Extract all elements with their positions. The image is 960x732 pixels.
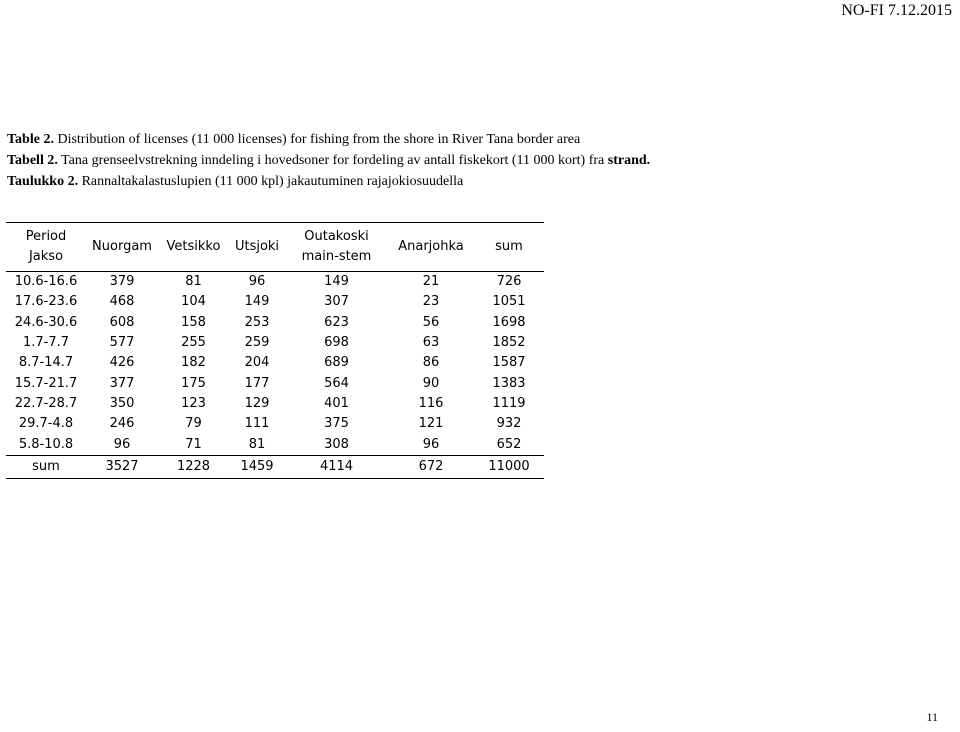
table-row — [6, 333, 544, 353]
value-cell: 158 — [181, 314, 206, 330]
table-captions — [7, 129, 650, 192]
value-cell: 623 — [324, 314, 349, 330]
value-cell: 129 — [244, 395, 270, 411]
caption-label: Table 2. — [7, 132, 54, 147]
value-cell: 255 — [181, 335, 206, 351]
value-cell: 698 — [324, 335, 349, 351]
value-cell: 111 — [244, 416, 270, 432]
table-row — [6, 272, 544, 293]
value-cell: 21 — [422, 274, 440, 290]
value-cell: 56 — [422, 314, 440, 330]
value-cell: 1051 — [492, 294, 526, 310]
value-cell: 90 — [422, 375, 440, 391]
period-cell: 29.7-4.8 — [18, 416, 74, 432]
table-header-row — [6, 223, 544, 272]
value-cell: 175 — [181, 375, 206, 391]
value-cell: 116 — [418, 395, 444, 411]
header-vetsikko: Vetsikko — [158, 223, 229, 272]
caption-fi — [7, 171, 650, 192]
header-anarjohka: Anarjohka — [388, 223, 474, 272]
sum-label-cell: sum — [6, 455, 86, 478]
value-cell: 1587 — [492, 355, 526, 371]
value-cell: 23 — [422, 294, 440, 310]
value-cell: 149 — [244, 294, 270, 310]
period-cell: 8.7-14.7 — [18, 355, 74, 371]
value-cell: 350 — [109, 395, 135, 411]
header-sum: sum — [474, 223, 544, 272]
value-cell: 1459 — [229, 455, 285, 478]
value-cell: 259 — [244, 335, 270, 351]
value-cell: 121 — [418, 416, 444, 432]
value-cell: 379 — [109, 274, 135, 290]
caption-tail: strand. — [607, 153, 651, 168]
value-cell: 253 — [244, 314, 270, 330]
table-row — [6, 313, 544, 333]
period-cell: 5.8-10.8 — [18, 436, 74, 452]
value-cell: 81 — [248, 436, 266, 452]
document-code: NO-FI 7.12.2015 — [841, 2, 952, 19]
period-cell: 10.6-16.6 — [14, 274, 78, 290]
value-cell: 81 — [185, 274, 202, 290]
table-row — [6, 394, 544, 414]
licenses-table — [6, 222, 544, 479]
period-cell: 15.7-21.7 — [14, 375, 78, 391]
value-cell: 246 — [109, 416, 135, 432]
caption-text: Distribution of licenses (11 000 licenses) for fishing from the shore in River Tana border area — [53, 132, 581, 147]
value-cell: 1119 — [492, 395, 526, 411]
value-cell: 11000 — [474, 455, 544, 478]
value-cell: 96 — [248, 274, 266, 290]
caption-en — [7, 129, 650, 150]
value-cell: 577 — [109, 335, 135, 351]
value-cell: 726 — [496, 274, 522, 290]
value-cell: 104 — [181, 294, 206, 310]
value-cell: 1228 — [158, 455, 229, 478]
caption-text: Rannaltakalastuslupien (11 000 kpl) jakautuminen rajajokiosuudella — [78, 174, 464, 189]
value-cell: 149 — [324, 274, 349, 290]
value-cell: 564 — [324, 375, 349, 391]
value-cell: 96 — [422, 436, 440, 452]
value-cell: 307 — [324, 294, 349, 310]
table-sum-row — [6, 455, 544, 478]
table-row — [6, 434, 544, 455]
value-cell: 401 — [324, 395, 349, 411]
value-cell: 1698 — [492, 314, 526, 330]
table-row — [6, 373, 544, 393]
value-cell: 63 — [422, 335, 440, 351]
value-cell: 1852 — [492, 335, 526, 351]
value-cell: 308 — [324, 436, 349, 452]
value-cell: 79 — [185, 416, 202, 432]
caption-label: Tabell 2. — [7, 153, 58, 168]
value-cell: 375 — [324, 416, 349, 432]
header-utsjoki: Utsjoki — [229, 223, 285, 272]
table-row — [6, 414, 544, 434]
value-cell: 71 — [185, 436, 202, 452]
value-cell: 377 — [109, 375, 135, 391]
header-nuorgam: Nuorgam — [86, 223, 158, 272]
value-cell: 182 — [181, 355, 206, 371]
caption-text: Tana grenseelvstrekning inndeling i hovedsoner for fordeling av antall fiskekort (11 000 kort) fra — [57, 153, 608, 168]
caption-no — [7, 150, 650, 171]
table-row — [6, 292, 544, 312]
value-cell: 1383 — [492, 375, 526, 391]
value-cell: 204 — [244, 355, 270, 371]
caption-label: Taulukko 2. — [7, 174, 79, 189]
header-period: Period Jakso — [6, 223, 86, 272]
header-outakoski: Outakoski main-stem — [285, 223, 388, 272]
value-cell: 672 — [388, 455, 474, 478]
value-cell: 608 — [109, 314, 135, 330]
value-cell: 123 — [181, 395, 206, 411]
value-cell: 652 — [496, 436, 522, 452]
table-row — [6, 353, 544, 373]
page-number: 11 — [926, 710, 938, 724]
value-cell: 4114 — [285, 455, 388, 478]
value-cell: 3527 — [86, 455, 158, 478]
period-cell: 24.6-30.6 — [14, 314, 78, 330]
value-cell: 86 — [422, 355, 440, 371]
period-cell: 1.7-7.7 — [22, 335, 70, 351]
period-cell: 22.7-28.7 — [14, 395, 78, 411]
value-cell: 426 — [109, 355, 135, 371]
period-cell: 17.6-23.6 — [14, 294, 78, 310]
value-cell: 96 — [113, 436, 131, 452]
value-cell: 932 — [496, 416, 522, 432]
value-cell: 468 — [109, 294, 135, 310]
value-cell: 177 — [244, 375, 270, 391]
value-cell: 689 — [324, 355, 349, 371]
